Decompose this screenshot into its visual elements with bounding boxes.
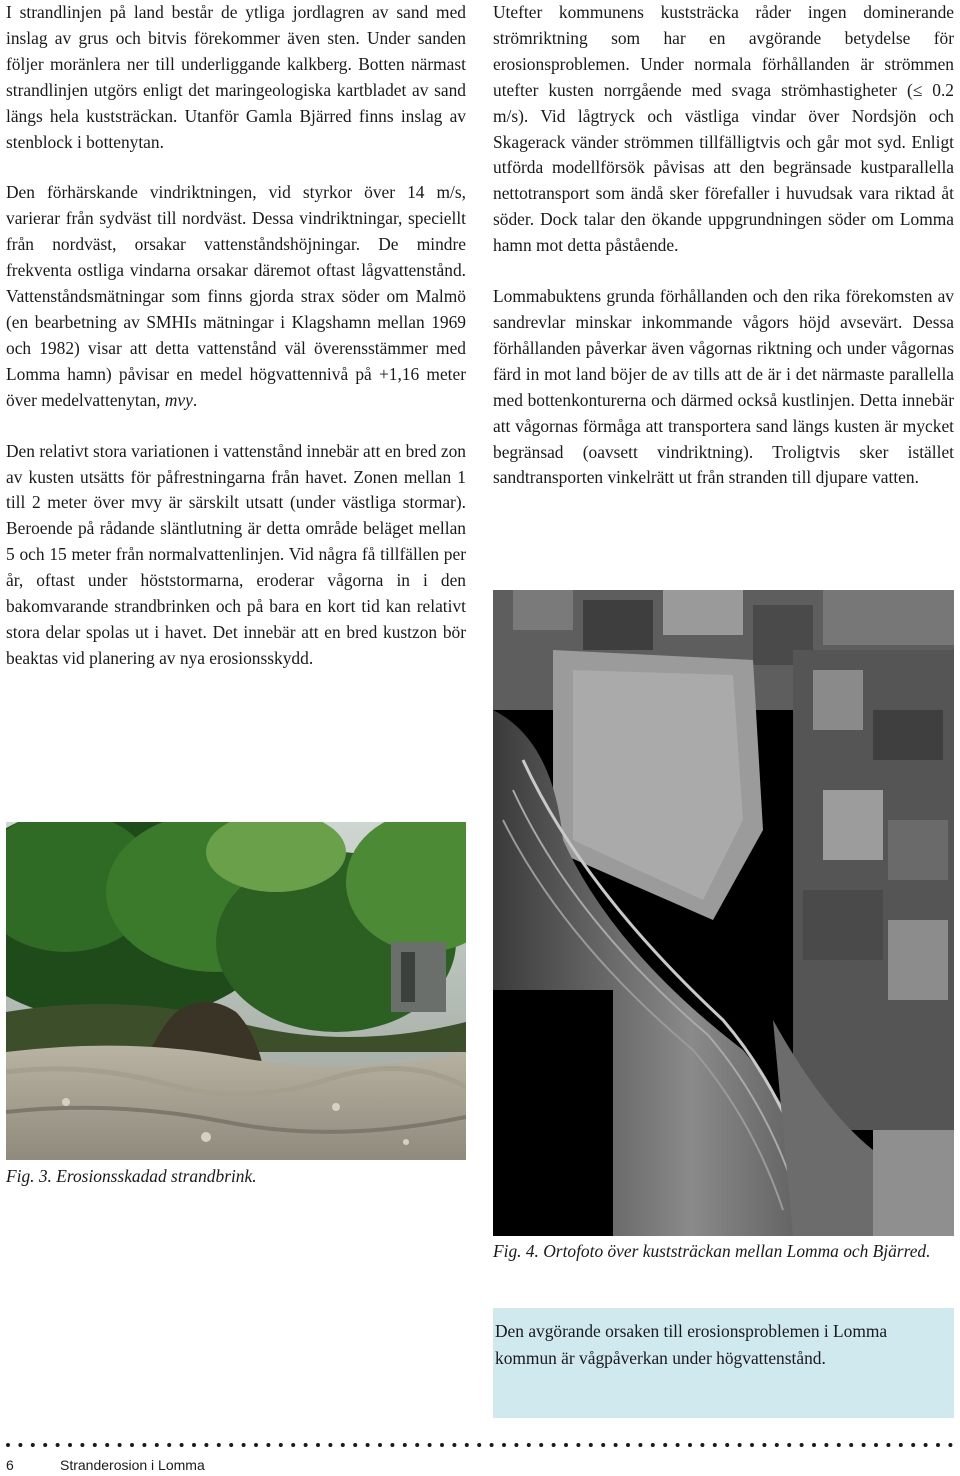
- footer-dotted-rule: [6, 1440, 956, 1450]
- paragraph-soil: I strandlinjen på land består de ytliga jordlagren av sand med inslag av grus och bitvis förekommer även sten. Under sanden följer moränlera ner till underliggande kalkberg. Botten närmast strandlinjen utgörs enligt det maringeologiska kartbladet av sand längs hela kuststräckan. Utanför Gamla Bjärred finns inslag av stenblock i bottenytan.: [6, 2, 466, 152]
- paragraph-wind: [6, 180, 466, 413]
- paragraph-waves: Lommabuktens grunda förhållanden och den rika förekomsten av sandrevlar minskar inkommande vågors höjd avsevärt. Dessa förhållanden påverkar även vågornas riktning och under vågornas färd in mot land böjer de av tills att de är i det närmaste parallella med bottenkonturerna och därmed också kustlinjen. Detta innebär att vågornas förmåga att transportera sand längs kusten är mycket begränsad (oavsett vindriktning). Troligtvis sker istället sandtransporten vinkelrätt ut från stranden till djupare vatten.: [493, 286, 954, 488]
- running-title: Stranderosion i Lomma: [60, 1457, 205, 1473]
- mvy-end: .: [192, 389, 198, 410]
- erosion-photo: [6, 822, 466, 1160]
- right-column: [493, 0, 954, 516]
- orthophoto: [493, 590, 954, 1236]
- page-number: 6: [6, 1457, 14, 1473]
- orthophoto-graphic: [493, 590, 954, 1236]
- paragraph-wind-text: Den förhärskande vindriktningen, vid styrkor över 14 m/s, varierar från sydväst till nordväst. Dessa vindriktningar, speciellt från nordväst, orsakar vattenståndshöjningar. De mindre frekventa ostliga vindarna orsakar däremot oftast lågvattenstånd. Vattenståndsmätningar som finns gjorda strax söder om Malmö (en bearbetning av SMHIs mätningar i Klagshamn mellan 1969 och 1982) visar att detta vattenstånd väl överensstämmer med Lomma hamn) påvisar en medel högvattennivå på +1,16 meter över medelvattenytan,: [6, 182, 466, 410]
- fig4-caption: Fig. 4. Ortofoto över kuststräckan mellan Lomma och Bjärred.: [493, 1241, 931, 1261]
- paragraph-current: Utefter kommunens kuststräcka råder ingen dominerande strömriktning som har en avgörande betydelse för erosionsproblemen. Under normala förhållanden är strömmen utefter kusten norrgående med svaga strömhastigheter (≤ 0.2 m/s). Vid lågtryck och västliga vindar över Nordsjön och Skagerack vänder strömmen tillfälligtvis och går mot syd. Enligt utförda modellförsök påvisas att den begränsade kustparallella nettotransport som ändå sker förefaller i huvudsak vara riktad åt söder. Dock talar den ökande uppgrundningen söder om Lomma hamn mot detta påstående.: [493, 2, 954, 256]
- mvy-term: mvy: [164, 389, 193, 410]
- left-column: [6, 0, 466, 697]
- key-finding-box: Den avgörande orsaken till erosionsproblemen i Lomma kommun är vågpåverkan under högvattenstånd.: [493, 1308, 954, 1418]
- erosion-photo-graphic: [6, 822, 466, 1160]
- paragraph-water-level: Den relativt stora variationen i vattenstånd innebär att en bred zon av kusten utsätts för påfrestningarna från havet. Zonen mellan 1 till 2 meter över mvy är särskilt utsatt (under västliga stormar). Beroende på rådande släntlutning är detta område beläget mellan 5 och 15 meter från normalvattenlinjen. Vid några få tillfällen per år, oftast under höststormarna, eroderar vågorna in i den bakomvarande strandbrinken och på bara en kort tid kan relativt stora delar spolas ut i havet. Det innebär att en bred kustzon bör beaktas vid planering av nya erosionsskydd.: [6, 440, 466, 668]
- fig3-caption: Fig. 3. Erosionsskadad strandbrink.: [6, 1166, 257, 1186]
- page-footer: [6, 1455, 406, 1475]
